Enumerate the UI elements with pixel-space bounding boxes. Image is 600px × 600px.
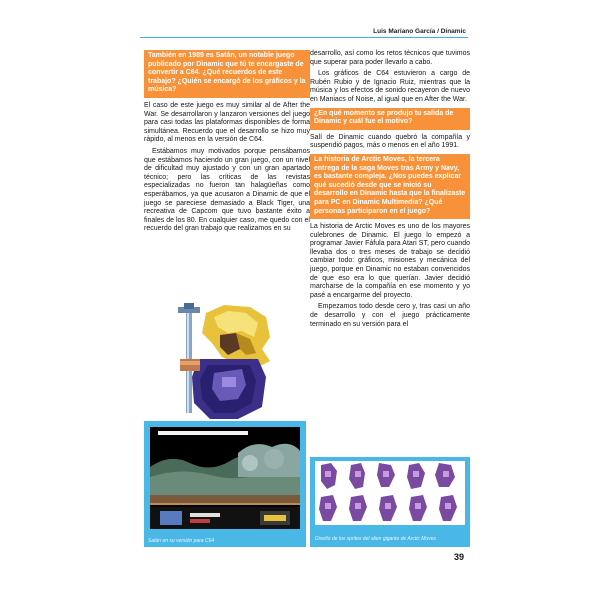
game-screenshot-image	[150, 427, 300, 529]
answer-paragraph: Estábamos muy motivados porque pensábamos que estábamos haciendo un gran juego, con un nivel de dificultad muy ajustado y con un gran apartado técnico; pero las críticas de las revistas especializadas no fueron tan halagüeñas como esperábamos, ya que acusaron a Dinamic de que el juego se pareciese demasiado a Black Tiger, una recreativa de Capcom que tuvo bastante éxito a finales de los 80. En cualquier caso, me quedo con el recuerdo del gran trabajo que realizamos en su	[144, 147, 310, 233]
answer-paragraph: La historia de Arctic Moves es uno de los mayores culebrones de Dinamic. El juego lo empezó a programar Javier Fáfula para Atari ST, pero cuando llevaba dos o tres meses de trabajo se decidió cambiar todo: gráficos, misiones y mecánica del juego, porque en Dinamic no estaban convencidos de que eso era lo que querían. Javier decidió marcharse de la compañía en ese momento y yo pasé a encargarme del proyecto.	[310, 223, 470, 299]
interview-question-1: También en 1989 es Satán, un notable juego publicado por Dinamic que tú te encargaste de convertir a C64. ¿Qué recuerdos de este trabajo? ¿Quién se encargó de los gráficos y la música?	[144, 50, 310, 98]
answer-paragraph: Empezamos todo desde cero y, tras casi un año de desarrollo y con el juego prácticamente terminado en su versión para el	[310, 303, 470, 328]
answer-paragraph: Los gráficos de C64 estuvieron a cargo de Rubén Rubio y de Ignacio Ruiz, mientras que la música y los efectos de sonido recayeron de nuevo en Maniacs of Noise, al igual que en After the War.	[310, 70, 470, 103]
screenshot-frame	[144, 421, 306, 547]
answer-paragraph: desarrollo, así como los retos técnicos que tuvimos que superar para poder llevarlo a cabo.	[310, 50, 470, 66]
interview-question-3: La historia de Arctic Moves, la tercera entrega de la saga Moves tras Army y Navy, es bastante compleja. ¿Nos puedes explicar qué sucedió desde que se inició su desarrollo en Dinamic hasta que la finalizaste para PC en Dinamic Multimedia? ¿Qué personas participaron en el juego?	[310, 154, 470, 219]
sprite-sheet-figure	[310, 457, 470, 547]
barbarian-sprite-image	[158, 303, 292, 421]
answer-paragraph: El caso de este juego es muy similar al de After the War. Se desarrollaron y lanzaron versiones del juego para casi todas las plataformas disponibles de forma simultánea. Recuerdo que el desarrollo se hizo muy rápido, al menos en la versión de C64.	[144, 101, 310, 144]
answer-paragraph: Salí de Dinamic cuando quebró la compañía y suspendió pagos, más o menos en el año 1991.	[310, 133, 470, 150]
page-number: 39	[453, 552, 464, 562]
figure-caption-left: Satán en su versión para C64	[148, 538, 215, 544]
interview-question-2: ¿En qué momento se produjo tu salida de Dinamic y cuál fue el motivo?	[310, 108, 470, 130]
running-header: Luis Mariano García / Dinamic	[373, 28, 466, 35]
left-column	[144, 50, 310, 237]
alien-sprites-image	[315, 461, 465, 525]
header-rule	[140, 37, 468, 38]
figure-caption-right: Diseño de los sprites del alien gigante de Arctic Moves	[315, 536, 436, 542]
satan-illustration	[144, 303, 306, 547]
right-column	[310, 50, 470, 332]
